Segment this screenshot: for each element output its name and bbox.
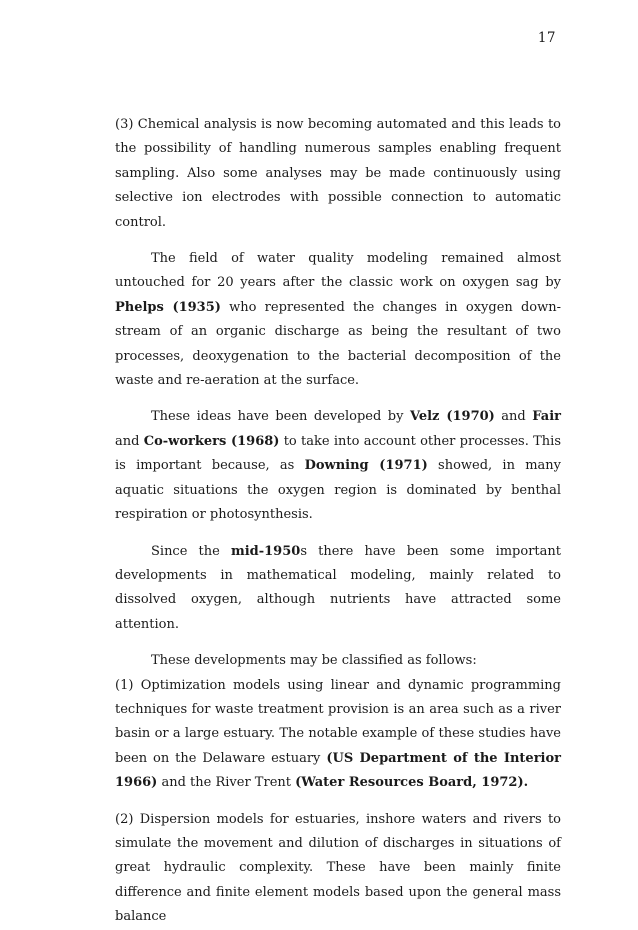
text: Since the: [151, 543, 231, 559]
paragraph-dispersion-models: (2) Dispersion models for estuaries, inshore waters and rivers to simulate the movement and dilution of discharges in situations of great hydraulic complexity. These have been mainly finite difference and finite element models based upon the general mass balance: [115, 811, 561, 925]
citation-phelps: Phelps (1935): [115, 299, 221, 315]
text: These ideas have been developed by: [151, 409, 410, 425]
page-number: 17: [537, 30, 556, 46]
citation-downing: Downing (1971): [304, 458, 428, 474]
text: s there have been some important developments in mathematical modeling, mainly related to dissolved oxygen, although nutrients have attracted some attention.: [115, 543, 561, 632]
text: (1) Optimization models using linear and dynamic programming techniques for waste treatment provision is an area such as a river basin or a large estuary. The notable example of these studies have been on the Delaware estuary: [115, 677, 561, 766]
citation-water-resources-board: (Water Resources Board, 1972).: [295, 775, 529, 791]
paragraph-classification-intro: These developments may be classified as follows:: [151, 653, 477, 669]
text: and: [494, 409, 533, 425]
text: showed, in many aquatic situations the oxygen region is dominated by benthal respiration or photosynthesis.: [115, 458, 561, 523]
body-text: [115, 113, 561, 930]
citation-fair: Fair: [532, 409, 561, 425]
text: to take into account other processes. This is important because, as: [115, 433, 561, 474]
paragraph-chemical-analysis: (3) Chemical analysis is now becoming automated and this leads to the possibility of handling numerous samples enabling frequent sampling. Also some analyses may be made continuously using selective ion electrodes with possible connection to automatic control.: [115, 117, 561, 230]
citation-us-department-interior: (US Department of the Interior 1966): [115, 750, 562, 791]
paragraph-mid-1950s: [115, 540, 561, 638]
text: The field of water quality modeling remained almost untouched for 20 years after the classic work on oxygen sag by: [115, 251, 561, 291]
paragraph-water-quality-history: [115, 247, 561, 393]
text: and: [115, 433, 144, 449]
citation-co-workers: Co-workers (1968): [143, 433, 280, 449]
citation-velz: Velz (1970): [409, 409, 495, 425]
paragraph-developments: [115, 405, 561, 527]
text: and the River Trent: [157, 775, 296, 791]
text: who represented the changes in oxygen down-stream of an organic discharge as being the resultant of two processes, deoxygenation to the bacterial decomposition of the waste and re-aeration at the surface.: [115, 299, 561, 389]
highlight-mid-1950: mid-1950: [230, 543, 301, 559]
paragraph-optimization-models: [115, 674, 561, 796]
